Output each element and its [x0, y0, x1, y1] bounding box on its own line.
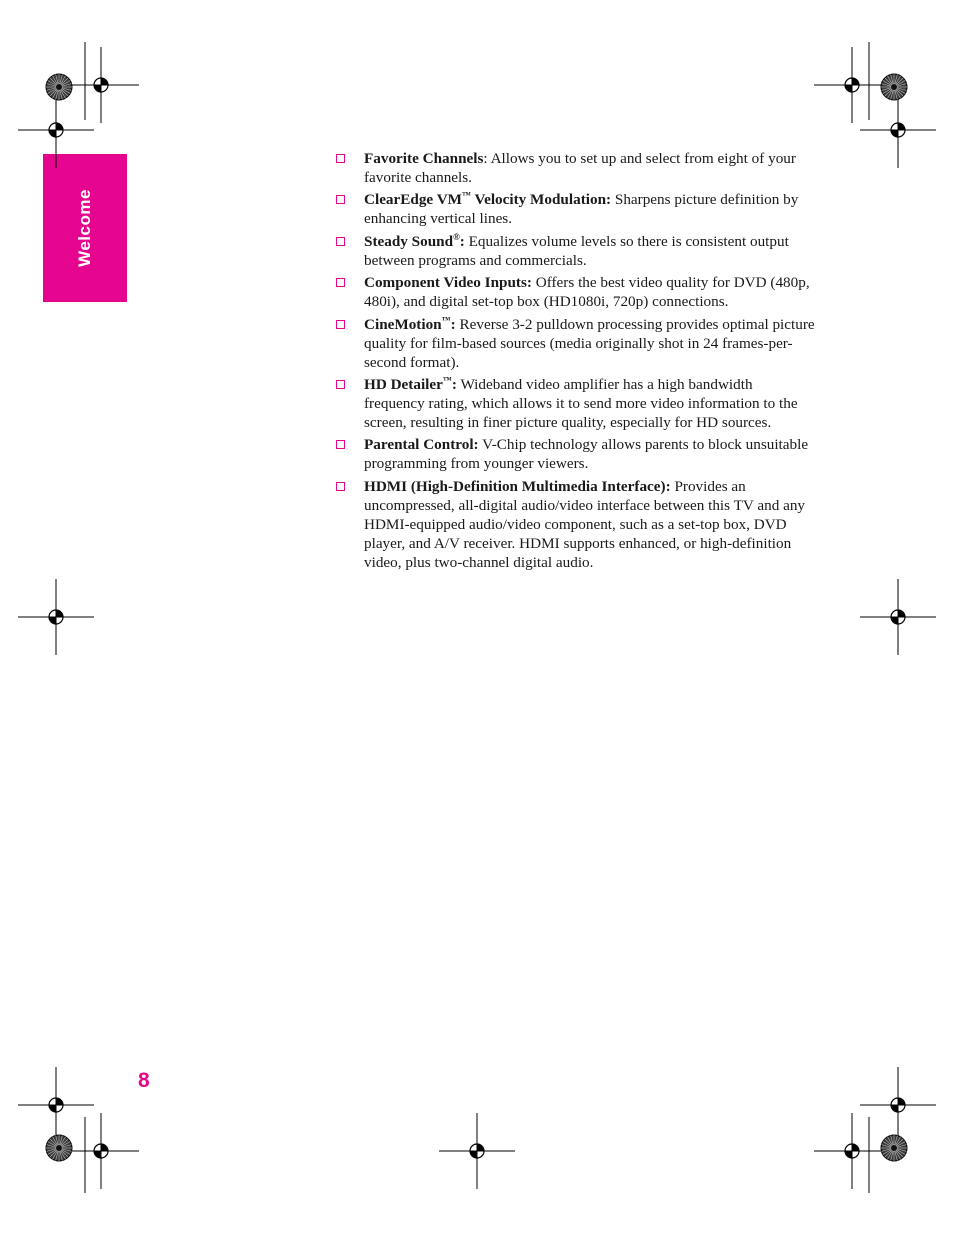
page-number: 8: [138, 1069, 150, 1092]
registration-mark-icon: [18, 92, 94, 168]
trademark-mark: ™: [441, 314, 451, 325]
feature-term: CineMotion: [364, 315, 442, 333]
feature-term: ClearEdge VM: [364, 191, 462, 209]
feature-term-suffix: Velocity Modulation:: [471, 191, 612, 209]
registration-mark-icon: [814, 1113, 890, 1189]
feature-description: Reverse 3-2 pulldown processing provides optimal picture quality for film-based sources (media originally shot in 24 frames-per-second format).: [364, 315, 815, 371]
feature-term: HDMI (High-Definition Multimedia Interface):: [364, 477, 671, 495]
registered-mark: ®: [453, 231, 460, 242]
section-tab-label: Welcome: [75, 189, 94, 267]
registration-mark-icon: [18, 579, 94, 655]
registration-mark-icon: [860, 92, 936, 168]
starburst-target-icon: [881, 74, 907, 100]
feature-description: Equalizes volume levels so there is consistent output between programs and commercials.: [364, 232, 789, 269]
registration-mark-icon: [814, 47, 890, 123]
feature-term: HD Detailer: [364, 375, 443, 393]
registration-mark-icon: [439, 1113, 515, 1189]
feature-term: Favorite Channels: [364, 150, 484, 167]
registration-mark-icon: [63, 1113, 139, 1189]
feature-term: Component Video Inputs:: [364, 274, 532, 292]
feature-description: V-Chip technology allows parents to block unsuitable programming from younger viewers.: [364, 436, 809, 473]
registration-mark-icon: [860, 579, 936, 655]
feature-description: : Allows you to set up and select from eight of your favorite channels.: [364, 150, 796, 186]
registration-mark-icon: [63, 47, 139, 123]
color-targets: [46, 74, 907, 1161]
trademark-mark: ™: [462, 190, 471, 201]
trademark-mark: ™: [442, 374, 452, 385]
feature-description: Wideband video amplifier has a high bandwidth frequency rating, which allows it to send more video information to the screen, resulting in finer picture quality, especially for HD sources.: [364, 375, 798, 431]
registration-mark-icon: [860, 1067, 936, 1143]
feature-term: Parental Control:: [364, 436, 479, 454]
registration-marks: [18, 47, 936, 1189]
feature-description: Sharpens picture definition by enhancing vertical lines.: [364, 191, 799, 228]
starburst-target-icon: [881, 1135, 907, 1161]
feature-description: Offers the best video quality for DVD (480p, 480i), and digital set-top box (HD1080i, 720p) connections.: [364, 274, 810, 311]
feature-term-suffix: :: [459, 232, 465, 250]
feature-description: Provides an uncompressed, all-digital audio/video interface between this TV and any HDMI-equipped audio/video component, such as a set-top box, DVD player, and A/V receiver. HDMI supports enhanced, or high-definition video, plus two-channel digital audio.: [364, 477, 806, 571]
feature-term-suffix: :: [451, 375, 457, 393]
registration-mark-icon: [18, 1067, 94, 1143]
feature-term: Steady Sound: [364, 232, 454, 250]
feature-term-suffix: :: [450, 315, 456, 333]
starburst-target-icon: [46, 1135, 72, 1161]
starburst-target-icon: [46, 74, 72, 100]
